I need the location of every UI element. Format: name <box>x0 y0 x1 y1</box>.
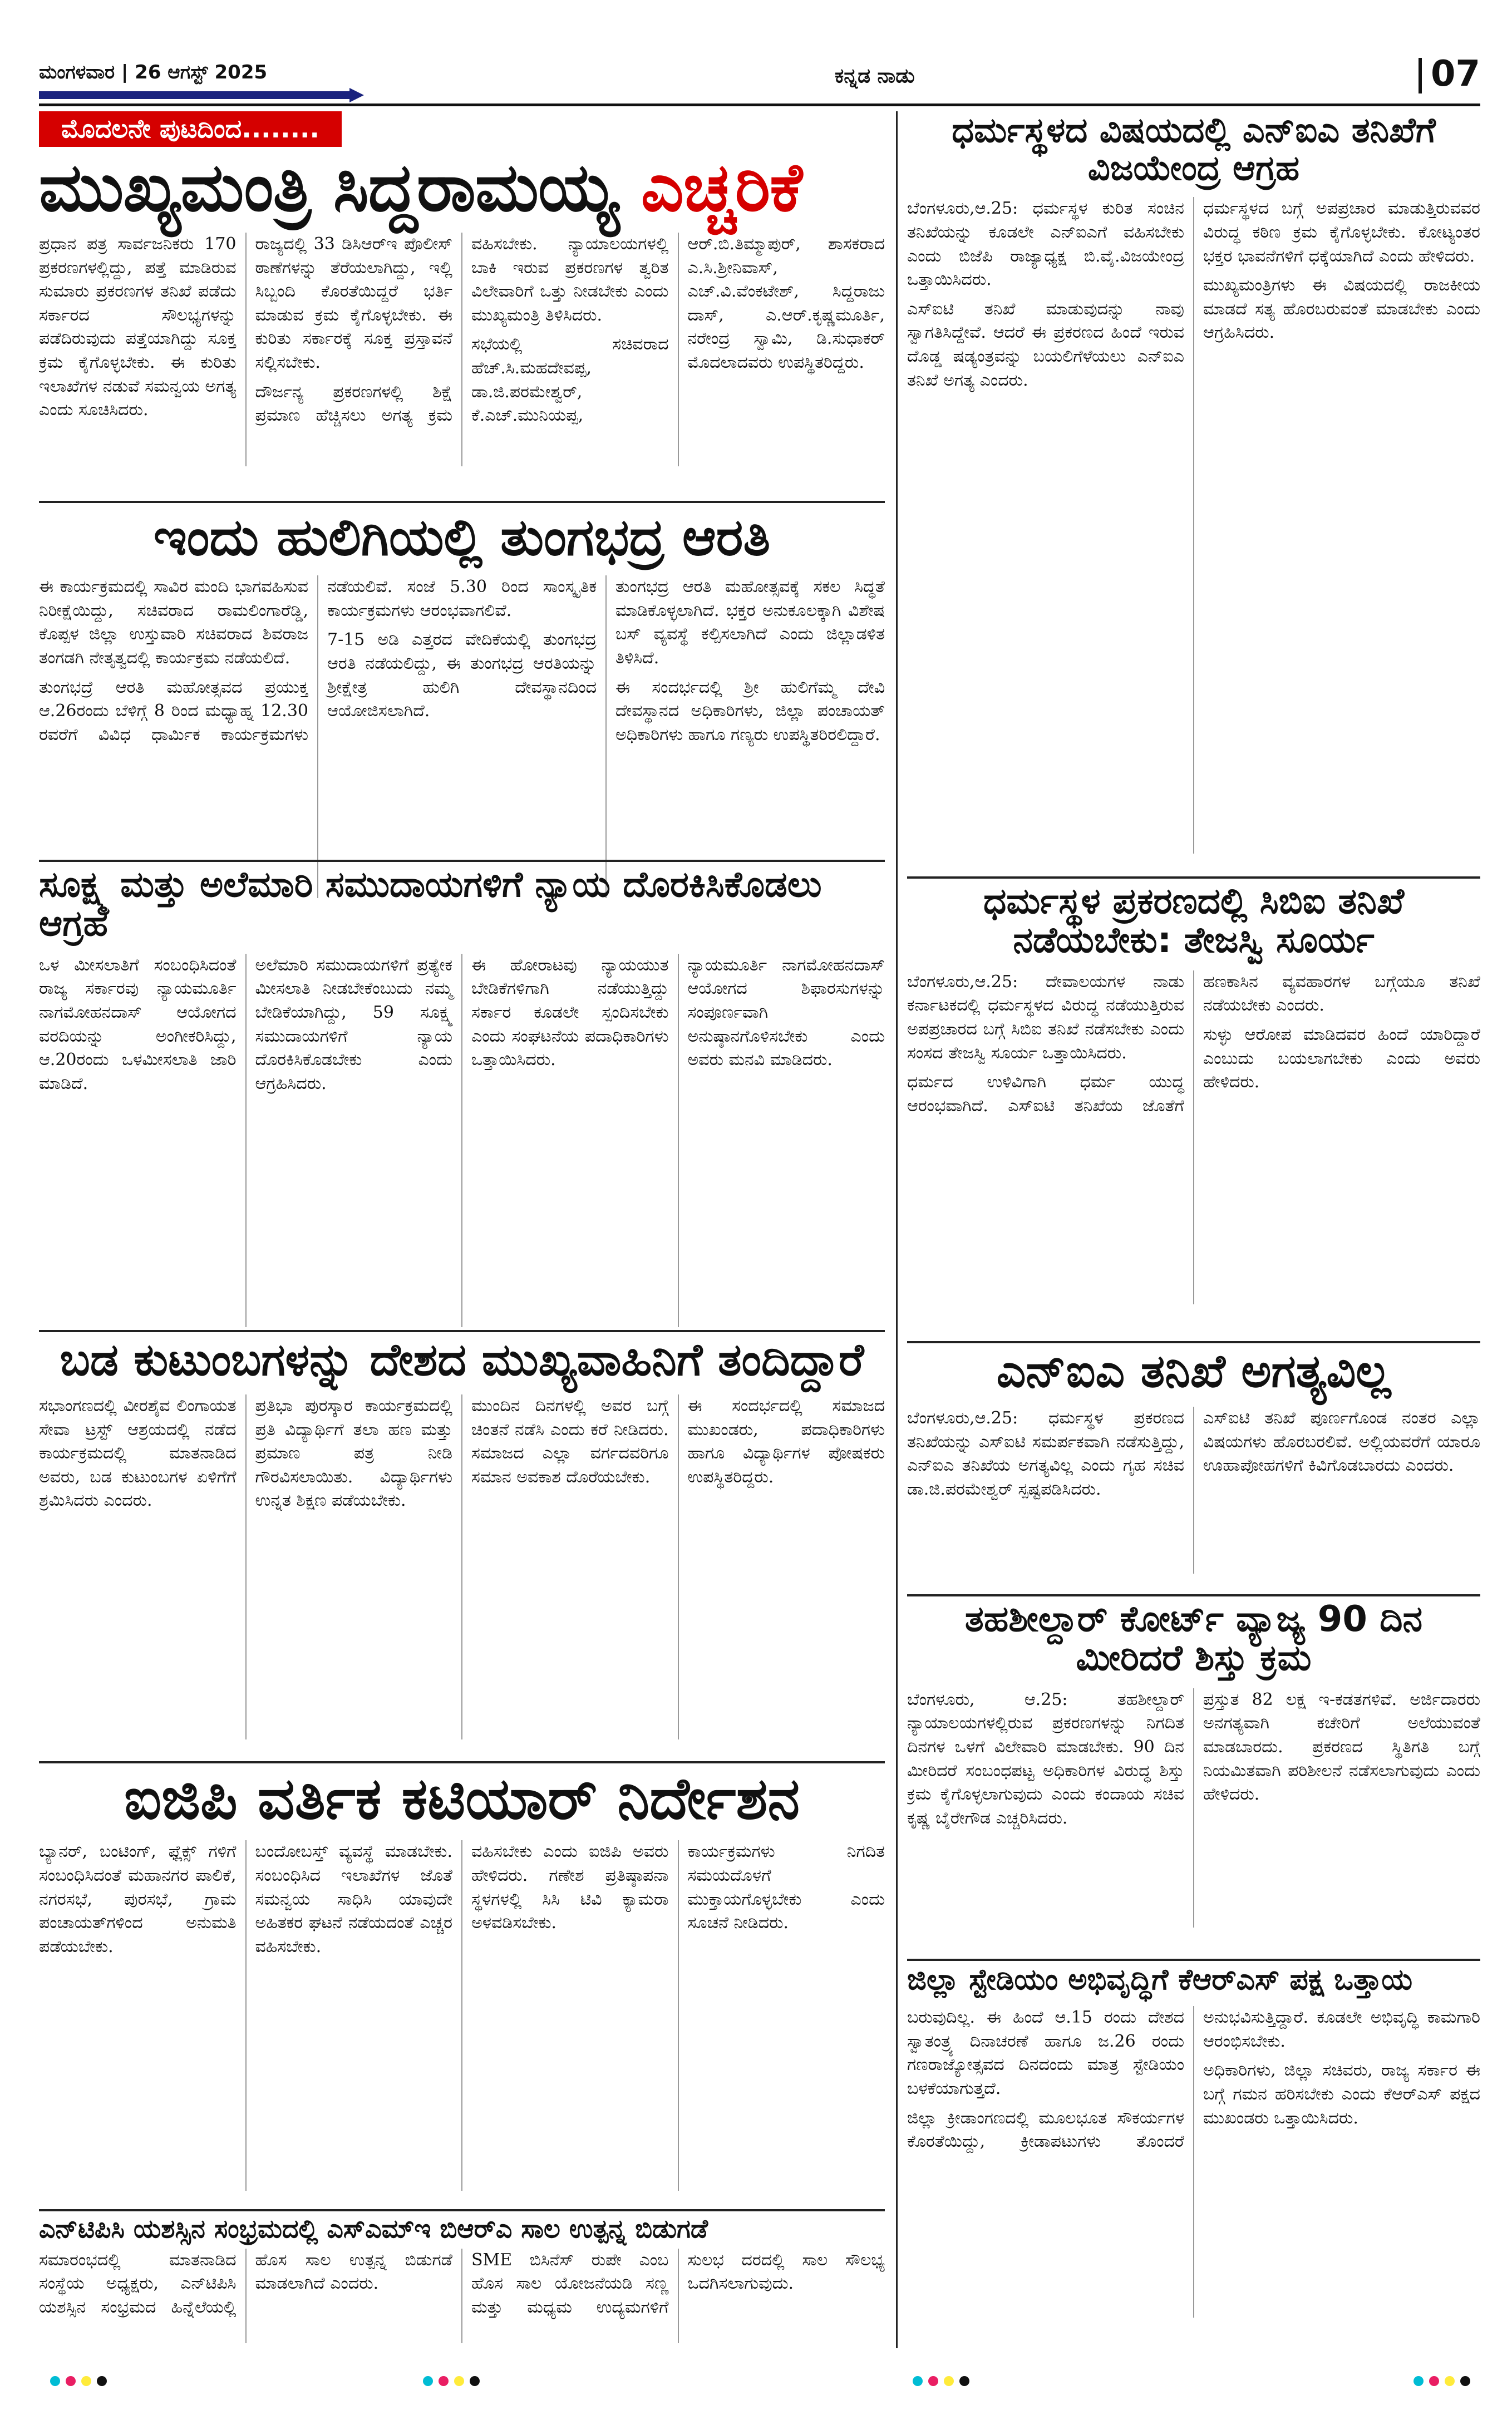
story-paragraph: ಈ ಕಾರ್ಯಕ್ರಮದಲ್ಲಿ ಸಾವಿರ ಮಂದಿ ಭಾಗವಹಿಸುವ ನಿರೀಕ್ಷೆಯಿದ್ದು, ಸಚಿವರಾದ ರಾಮಲಿಂಗಾರೆಡ್ಡಿ, ಕೊಪ್ಪಳ ಜಿಲ್ಲಾ ಉಸ್ತುವಾರಿ ಸಚಿವರಾದ ಶಿವರಾಜ ತಂಗಡಗಿ ನೇತೃತ್ವದಲ್ಲಿ ಕಾರ್ಯಕ್ರಮ ನಡೆಯಲಿದೆ. <box>39 577 308 668</box>
story-poor-families <box>39 1335 885 1758</box>
story-headline: ಜಿಲ್ಲಾ ಸ್ಟೇಡಿಯಂ ಅಭಿವೃದ್ಧಿಗೆ ಕೆಆರ್‌ಎಸ್ ಪಕ್ಷ ಒತ್ತಾಯ <box>907 1964 1413 1997</box>
masthead <box>39 53 1480 98</box>
story-paragraph: ಸುಳ್ಳು ಆರೋಪ ಮಾಡಿದವರ ಹಿಂದೆ ಯಾರಿದ್ದಾರೆ ಎಂಬುದು ಬಯಲಾಗಬೇಕು ಎಂದು ಅವರು ಹೇಳಿದರು. <box>1203 1024 1480 1092</box>
story-body <box>39 954 885 1327</box>
story-paragraph: ಬಂದೋಬಸ್ತ್ ವ್ಯವಸ್ಥೆ ಮಾಡಬೇಕು. ಸಂಬಂಧಿಸಿದ ಇಲಾಖೆಗಳ ಜೊತೆ ಸಮನ್ವಯ ಸಾಧಿಸಿ ಯಾವುದೇ ಅಹಿತಕರ ಘಟನೆ ನಡೆಯದಂತೆ ಎಚ್ಚರ ವಹಿಸಬೇಕು. <box>255 1842 452 1956</box>
story-paragraph: ಈ ಹೋರಾಟವು ನ್ಯಾಯಯುತ ಬೇಡಿಕೆಗಳಿಗಾಗಿ ನಡೆಯುತ್ತಿದ್ದು ಸರ್ಕಾರ ಕೂಡಲೇ ಸ್ಪಂದಿಸಬೇಕು ಎಂದು ಸಂಘಟನೆಯ ಪದಾಧಿಕಾರಿಗಳು ಒತ್ತಾಯಿಸಿದರು. <box>471 955 669 1070</box>
story-nomadic-communities <box>39 865 885 1327</box>
story-body <box>907 1407 1480 1574</box>
story-body <box>39 575 885 898</box>
registration-mark <box>1429 2376 1439 2386</box>
story-paragraph: ಸಮಾರಂಭದಲ್ಲಿ ಮಾತನಾಡಿದ ಸಂಸ್ಥೆಯ ಅಧ್ಯಕ್ಷರು, ಎನ್‌ಟಿಪಿಸಿ ಯಶಸ್ಸಿನ ಸಂಭ್ರಮದ ಹಿನ್ನೆಲೆಯಲ್ಲಿ ಹೊಸ ಸಾಲ ಉತ್ಪನ್ನ ಬಿಡುಗಡೆ ಮಾಡಲಾಗಿದೆ ಎಂದರು. <box>39 2250 452 2317</box>
story-paragraph: ಬೆಂಗಳೂರು, ಆ.25: ತಹಶೀಲ್ದಾರ್ ನ್ಯಾಯಾಲಯಗಳಲ್ಲಿರುವ ಪ್ರಕರಣಗಳನ್ನು ನಿಗದಿತ ದಿನಗಳ ಒಳಗೆ ವಿಲೇವಾರಿ ಮಾಡಬೇಕು. 90 ದಿನ ಮೀರಿದರೆ ಸಂಬಂಧಪಟ್ಟ ಅಧಿಕಾರಿಗಳ ವಿರುದ್ಧ ಶಿಸ್ತು ಕ್ರಮ ಕೈಗೊಳ್ಳಲಾಗುವುದು ಎಂದು ಕಂದಾಯ ಸಚಿವ ಕೃಷ್ಣ ಬೈರೇಗೌಡ ಎಚ್ಚರಿಸಿದರು. <box>907 1689 1184 1828</box>
story-divider <box>907 1959 1480 1961</box>
story-paragraph: ಒಳ ಮೀಸಲಾತಿಗೆ ಸಂಬಂಧಿಸಿದಂತೆ ರಾಜ್ಯ ಸರ್ಕಾರವು ನ್ಯಾಯಮೂರ್ತಿ ನಾಗಮೋಹನದಾಸ್ ಆಯೋಗದ ವರದಿಯನ್ನು ಅಂಗೀಕರಿಸಿದ್ದು, ಆ.20ರಂದು ಒಳಮೀಸಲಾತಿ ಜಾರಿ ಮಾಡಿದೆ. <box>39 955 237 1093</box>
story-body <box>39 2249 885 2343</box>
story-paragraph: ಎಸ್‌ಐಟಿ ತನಿಖೆ ಪೂರ್ಣಗೊಂಡ ನಂತರ ಎಲ್ಲಾ ವಿಷಯಗಳು ಹೊರಬರಲಿವೆ. ಅಲ್ಲಿಯವರೆಗೆ ಯಾರೂ ಊಹಾಪೋಹಗಳಿಗೆ ಕಿವಿಗೊಡಬಾರದು ಎಂದರು. <box>1203 1408 1480 1476</box>
registration-mark <box>959 2376 969 2386</box>
story-headline: ಎನ್ಐಎ ತನಿಖೆ ಅಗತ್ಯವಿಲ್ಲ <box>996 1347 1391 1398</box>
registration-mark <box>439 2376 449 2386</box>
story-paragraph: SME ಬಿಸಿನೆಸ್ ರುಪೇ ಎಂಬ ಹೊಸ ಸಾಲ ಯೋಜನೆಯಡಿ ಸಣ್ಣ ಮತ್ತು ಮಧ್ಯಮ ಉದ್ಯಮಗಳಿಗೆ ಸುಲಭ ದರದಲ್ಲಿ ಸಾಲ ಸೌಲಭ್ಯ ಒದಗಿಸಲಾಗುವುದು. <box>471 2250 885 2317</box>
story-paragraph: ಅಧಿಕಾರಿಗಳು, ಜಿಲ್ಲಾ ಸಚಿವರು, ರಾಜ್ಯ ಸರ್ಕಾರ ಈ ಬಗ್ಗೆ ಗಮನ ಹರಿಸಬೇಕು ಎಂದು ಕೆಆರ್‌ಎಸ್ ಪಕ್ಷದ ಮುಖಂಡರು ಒತ್ತಾಯಿಸಿದರು. <box>1203 2061 1480 2128</box>
story-divider <box>39 1761 885 1763</box>
registration-mark <box>1460 2376 1470 2386</box>
story-tejasvi-cbi <box>907 882 1480 1338</box>
story-stadium-krs <box>907 1964 1480 2348</box>
story-headline: ಧರ್ಮಸ್ಥಳದ ವಿಷಯದಲ್ಲಿ ಎನ್ಐಎ ತನಿಖೆಗೆ ವಿಜಯೇಂದ್ರ ಆಗ್ರಹ <box>952 111 1436 189</box>
story-paragraph: ಧರ್ಮಸ್ಥಳದ ಬಗ್ಗೆ ಅಪಪ್ರಚಾರ ಮಾಡುತ್ತಿರುವವರ ವಿರುದ್ಧ ಕಠಿಣ ಕ್ರಮ ಕೈಗೊಳ್ಳಬೇಕು. ಕೋಟ್ಯಂತರ ಭಕ್ತರ ಭಾವನೆಗಳಿಗೆ ಧಕ್ಕೆಯಾಗಿದೆ ಎಂದು ಹೇಳಿದರು. <box>1203 199 1480 266</box>
story-body <box>907 2006 1480 2318</box>
story-paragraph: ಕಾರ್ಯಕ್ರಮಗಳು ನಿಗದಿತ ಸಮಯದೊಳಗೆ ಮುಕ್ತಾಯಗೊಳ್ಳಬೇಕು ಎಂದು ಸೂಚನೆ ನೀಡಿದರು. <box>687 1842 885 1933</box>
story-paragraph: ಧರ್ಮದ ಉಳಿವಿಗಾಗಿ ಧರ್ಮ ಯುದ್ಧ ಆರಂಭವಾಗಿದೆ. ಎಸ್‌ಐಟಿ ತನಿಖೆಯ ಜೊತೆಗೆ ಹಣಕಾಸಿನ ವ್ಯವಹಾರಗಳ ಬಗ್ಗೆಯೂ ತನಿಖೆ ನಡೆಯಬೇಕು ಎಂದರು. <box>907 972 1480 1116</box>
story-divider <box>39 1330 885 1332</box>
story-paragraph: ಮುಂದಿನ ದಿನಗಳಲ್ಲಿ ಅವರ ಬಗ್ಗೆ ಚಿಂತನೆ ನಡೆಸಿ ಎಂದು ಕರೆ ನೀಡಿದರು. ಸಮಾಜದ ಎಲ್ಲಾ ವರ್ಗದವರಿಗೂ ಸಮಾನ ಅವಕಾಶ ದೊರೆಯಬೇಕು. <box>471 1396 669 1487</box>
story-paragraph: ಸಭಾಂಗಣದಲ್ಲಿ ವೀರಶೈವ ಲಿಂಗಾಯತ ಸೇವಾ ಟ್ರಸ್ಟ್ ಆಶ್ರಯದಲ್ಲಿ ನಡೆದ ಕಾರ್ಯಕ್ರಮದಲ್ಲಿ ಮಾತನಾಡಿದ ಅವರು, ಬಡ ಕುಟುಂಬಗಳ ಏಳಿಗೆಗೆ ಶ್ರಮಿಸಿದರು ಎಂದರು. <box>39 1396 237 1511</box>
story-paragraph: ಬೆಂಗಳೂರು,ಆ.25: ಧರ್ಮಸ್ಥಳ ಕುರಿತ ಸಂಚಿನ ತನಿಖೆಯನ್ನು ಕೂಡಲೇ ಎನ್‌ಐಎಗೆ ವಹಿಸಬೇಕು ಎಂದು ಬಿಜೆಪಿ ರಾಜ್ಯಾಧ್ಯಕ್ಷ ಬಿ.ವೈ.ವಿಜಯೇಂದ್ರ ಒತ್ತಾಯಿಸಿದರು. <box>907 199 1184 290</box>
lead-kicker: ಮೊದಲನೇ ಪುಟದಿಂದ........ <box>39 111 342 147</box>
story-divider <box>39 860 885 862</box>
story-nia-not-needed <box>907 1347 1480 1591</box>
story-body <box>39 1394 885 1739</box>
story-headline: ಧರ್ಮಸ್ಥಳ ಪ್ರಕರಣದಲ್ಲಿ ಸಿಬಿಐ ತನಿಖೆ ನಡೆಯಬೇಕು: ತೇಜಸ್ವಿ ಸೂರ್ಯ <box>983 882 1405 962</box>
story-paragraph: ಎಸ್‌ಐಟಿ ತನಿಖೆ ಮಾಡುವುದನ್ನು ನಾವು ಸ್ವಾಗತಿಸಿದ್ದೇವೆ. ಆದರೆ ಈ ಪ್ರಕರಣದ ಹಿಂದೆ ಇರುವ ದೊಡ್ಡ ಷಡ್ಯಂತ್ರವನ್ನು ಬಯಲಿಗೆಳೆಯಲು ಎನ್‌ಐಎ ತನಿಖೆ ಅಗತ್ಯ ಎಂದರು. <box>907 299 1184 390</box>
story-body <box>907 970 1480 1304</box>
story-headline: ಐಜಿಪಿ ವರ್ತಿಕ ಕಟಿಯಾರ್ ನಿರ್ದೇಶನ <box>124 1767 800 1832</box>
registration-mark <box>81 2376 91 2386</box>
registration-mark <box>50 2376 60 2386</box>
story-paragraph: ಜಿಲ್ಲಾ ಕ್ರೀಡಾಂಗಣದಲ್ಲಿ ಮೂಲಭೂತ ಸೌಕರ್ಯಗಳ ಕೊರತೆಯಿದ್ದು, ಕ್ರೀಡಾಪಟುಗಳು ತೊಂದರೆ ಅನುಭವಿಸುತ್ತಿದ್ದಾರೆ. ಕೂಡಲೇ ಅಭಿವೃದ್ಧಿ ಕಾಮಗಾರಿ ಆರಂಭಿಸಬೇಕು. <box>907 2008 1480 2152</box>
story-headline: ಬಡ ಕುಟುಂಬಗಳನ್ನು ದೇಶದ ಮುಖ್ಯವಾಹಿನಿಗೆ ತಂದಿದ್ದಾರೆ <box>60 1335 864 1386</box>
lead-headline-accent: ಎಚ್ಚರಿಕೆ <box>641 149 802 226</box>
story-divider <box>907 1594 1480 1596</box>
lead-paragraph: ದೌರ್ಜನ್ಯ ಪ್ರಕರಣಗಳಲ್ಲಿ ಶಿಕ್ಷೆ ಪ್ರಮಾಣ ಹೆಚ್ಚಿಸಲು ಅಗತ್ಯ ಕ್ರಮ ವಹಿಸಬೇಕು. ನ್ಯಾಯಾಲಯಗಳಲ್ಲಿ ಬಾಕಿ ಇರುವ ಪ್ರಕರಣಗಳ ತ್ವರಿತ ವಿಲೇವಾರಿಗೆ ಒತ್ತು ನೀಡಬೇಕು ಎಂದು ಮುಖ್ಯಮಂತ್ರಿ ತಿಳಿಸಿದರು. <box>255 234 669 426</box>
story-paragraph: ಬರುವುದಿಲ್ಲ. ಈ ಹಿಂದೆ ಆ.15 ರಂದು ದೇಶದ ಸ್ವಾತಂತ್ರ್ಯ ದಿನಾಚರಣೆ ಹಾಗೂ ಜ.26 ರಂದು ಗಣರಾಜ್ಯೋತ್ಸವದ ದಿನದಂದು ಮಾತ್ರ ಸ್ಟೇಡಿಯಂ ಬಳಕೆಯಾಗುತ್ತದೆ. <box>907 2008 1184 2098</box>
story-headline: ಎನ್‌ಟಿಪಿಸಿ ಯಶಸ್ಸಿನ ಸಂಭ್ರಮದಲ್ಲಿ ಎಸ್‌ಎಮ್‌ಇ ಬಿಆರ್‌ಎ ಸಾಲ ಉತ್ಪನ್ನ ಬಿಡುಗಡೆ <box>39 2215 708 2244</box>
registration-mark <box>470 2376 480 2386</box>
story-body <box>39 1840 885 2191</box>
registration-mark <box>454 2376 464 2386</box>
story-tahsildar-court <box>907 1600 1480 1956</box>
story-paragraph: ನ್ಯಾಯಮೂರ್ತಿ ನಾಗಮೋಹನದಾಸ್ ಆಯೋಗದ ಶಿಫಾರಸುಗಳನ್ನು ಸಂಪೂರ್ಣವಾಗಿ ಅನುಷ್ಠಾನಗೊಳಿಸಬೇಕು ಎಂದು ಅವರು ಮನವಿ ಮಾಡಿದರು. <box>687 955 885 1070</box>
registration-mark <box>1414 2376 1424 2386</box>
registration-mark <box>423 2376 433 2386</box>
story-paragraph: ಬೆಂಗಳೂರು,ಆ.25: ಧರ್ಮಸ್ಥಳ ಪ್ರಕರಣದ ತನಿಖೆಯನ್ನು ಎಸ್‌ಐಟಿ ಸಮರ್ಪಕವಾಗಿ ನಡೆಸುತ್ತಿದ್ದು, ಎನ್‌ಐಎ ತನಿಖೆಯ ಅಗತ್ಯವಿಲ್ಲ ಎಂದು ಗೃಹ ಸಚಿವ ಡಾ.ಜಿ.ಪರಮೇಶ್ವರ್ ಸ್ಪಷ್ಟಪಡಿಸಿದರು. <box>907 1408 1184 1499</box>
story-paragraph: 7-15 ಅಡಿ ಎತ್ತರದ ವೇದಿಕೆಯಲ್ಲಿ ತುಂಗಭದ್ರ ಆರತಿ ನಡೆಯಲಿದ್ದು, ಈ ತುಂಗಭದ್ರ ಆರತಿಯನ್ನು ಶ್ರೀಕ್ಷೇತ್ರ ಹುಲಿಗಿ ದೇವಸ್ಥಾನದಿಂದ ಆಯೋಜಿಸಲಾಗಿದೆ. <box>327 630 597 721</box>
newspaper-name: ಕನ್ನಡ ನಾಡು <box>835 65 915 87</box>
story-paragraph: ಮುಖ್ಯಮಂತ್ರಿಗಳು ಈ ವಿಷಯದಲ್ಲಿ ರಾಜಕೀಯ ಮಾಡದೆ ಸತ್ಯ ಹೊರಬರುವಂತೆ ಮಾಡಬೇಕು ಎಂದು ಆಗ್ರಹಿಸಿದರು. <box>1203 275 1480 343</box>
story-ntpc-loan <box>39 2215 885 2348</box>
lead-paragraph: ಪ್ರಧಾನ ಪತ್ರ ಸಾರ್ವಜನಿಕರು 170 ಪ್ರಕರಣಗಳಲ್ಲಿದ್ದು, ಪತ್ತೆ ಮಾಡಿರುವ ಸುಮಾರು ಪ್ರಕರಣಗಳ ತನಿಖೆ ಪಡೆದು ಸರ್ಕಾರದ ಸೌಲಭ್ಯಗಳನ್ನು ಪಡೆದಿರುವುದು ಪತ್ತೆಯಾಗಿದ್ದು ಸೂಕ್ತ ಕ್ರಮ ಕೈಗೊಳ್ಳಬೇಕು. ಈ ಕುರಿತು ಇಲಾಖೆಗಳ ನಡುವೆ ಸಮನ್ವಯ ಅಗತ್ಯ ಎಂದು ಸೂಚಿಸಿದರು. <box>39 234 237 420</box>
story-tungabhadra-aarti <box>39 509 885 910</box>
column-divider <box>896 111 898 2348</box>
story-paragraph: ಬ್ಯಾನರ್, ಬಂಟಿಂಗ್, ಫ್ಲೆಕ್ಸ್ ಗಳಿಗೆ ಸಂಬಂಧಿಸಿದಂತೆ ಮಹಾನಗರ ಪಾಲಿಕೆ, ನಗರಸಭೆ, ಪುರಸಭೆ, ಗ್ರಾಮ ಪಂಚಾಯತ್‌ಗಳಿಂದ ಅನುಮತಿ ಪಡೆಯಬೇಕು. <box>39 1842 237 1956</box>
registration-mark <box>928 2376 938 2386</box>
story-paragraph: ಪ್ರತಿಭಾ ಪುರಸ್ಕಾರ ಕಾರ್ಯಕ್ರಮದಲ್ಲಿ ಪ್ರತಿ ವಿದ್ಯಾರ್ಥಿಗೆ ತಲಾ ಹಣ ಮತ್ತು ಪ್ರಮಾಣ ಪತ್ರ ನೀಡಿ ಗೌರವಿಸಲಾಯಿತು. ವಿದ್ಯಾರ್ಥಿಗಳು ಉನ್ನತ ಶಿಕ್ಷಣ ಪಡೆಯಬೇಕು. <box>255 1396 452 1511</box>
story-paragraph: ತುಂಗಭದ್ರ ಆರತಿ ಮಹೋತ್ಸವಕ್ಕೆ ಸಕಲ ಸಿದ್ಧತೆ ಮಾಡಿಕೊಳ್ಳಲಾಗಿದೆ. ಭಕ್ತರ ಅನುಕೂಲಕ್ಕಾಗಿ ವಿಶೇಷ ಬಸ್ ವ್ಯವಸ್ಥೆ ಕಲ್ಪಿಸಲಾಗಿದೆ ಎಂದು ಜಿಲ್ಲಾಡಳಿತ ತಿಳಿಸಿದೆ. <box>615 577 885 668</box>
story-body <box>907 1688 1480 1928</box>
registration-mark <box>97 2376 107 2386</box>
story-paragraph: ಬೆಂಗಳೂರು,ಆ.25: ದೇವಾಲಯಗಳ ನಾಡು ಕರ್ನಾಟಕದಲ್ಲಿ ಧರ್ಮಸ್ಥಳದ ವಿರುದ್ಧ ನಡೆಯುತ್ತಿರುವ ಅಪಪ್ರಚಾರದ ಬಗ್ಗೆ ಸಿಬಿಐ ತನಿಖೆ ನಡೆಸಬೇಕು ಎಂದು ಸಂಸದ ತೇಜಸ್ವಿ ಸೂರ್ಯ ಒತ್ತಾಯಿಸಿದರು. <box>907 972 1184 1063</box>
story-igp-directive <box>39 1767 885 2206</box>
story-headline: ತಹಶೀಲ್ದಾರ್ ಕೋರ್ಟ್ ವ್ಯಾಜ್ಯ 90 ದಿನ ಮೀರಿದರೆ ಶಿಸ್ತು ಕ್ರಮ <box>964 1600 1423 1679</box>
story-paragraph: ಅಲೆಮಾರಿ ಸಮುದಾಯಗಳಿಗೆ ಪ್ರತ್ಯೇಕ ಮೀಸಲಾತಿ ನೀಡಬೇಕೆಂಬುದು ನಮ್ಮ ಬೇಡಿಕೆಯಾಗಿದ್ದು, 59 ಸೂಕ್ಷ್ಮ ಸಮುದಾಯಗಳಿಗೆ ನ್ಯಾಯ ದೊರಕಿಸಿಕೊಡಬೇಕು ಎಂದು ಆಗ್ರಹಿಸಿದರು. <box>255 955 452 1093</box>
story-divider <box>907 876 1480 879</box>
story-divider <box>39 501 885 503</box>
registration-mark <box>1445 2376 1455 2386</box>
story-paragraph: ಈ ಸಂದರ್ಭದಲ್ಲಿ ಸಮಾಜದ ಮುಖಂಡರು, ಪದಾಧಿಕಾರಿಗಳು ಹಾಗೂ ವಿದ್ಯಾರ್ಥಿಗಳ ಪೋಷಕರು ಉಪಸ್ಥಿತರಿದ್ದರು. <box>687 1396 885 1487</box>
issue-date: ಮಂಗಳವಾರ | 26 ಆಗಸ್ಟ್ 2025 <box>39 61 268 83</box>
lead-body <box>39 233 885 466</box>
lead-paragraph: ಸಭೆಯಲ್ಲಿ ಸಚಿವರಾದ ಹೆಚ್.ಸಿ.ಮಹದೇವಪ್ಪ, ಡಾ.ಜಿ.ಪರಮೇಶ್ವರ್, ಕೆ.ಎಚ್.ಮುನಿಯಪ್ಪ, ಆರ್.ಬಿ.ತಿಮ್ಮಾಪುರ್, ಶಾಸಕರಾದ ಎ.ಸಿ.ಶ್ರೀನಿವಾಸ್, ಎಚ್.ವಿ.ವೆಂಕಟೇಶ್, ಸಿದ್ದರಾಜು ದಾಸ್, ಎ.ಆರ್.ಕೃಷ್ಣಮೂರ್ತಿ, ನರೇಂದ್ರ ಸ್ವಾಮಿ, ಡಿ.ಸುಧಾಕರ್ ಮೊದಲಾದವರು ಉಪಸ್ಥಿತರಿದ್ದರು. <box>471 234 885 426</box>
story-vijayendra-nia <box>907 111 1480 874</box>
story-divider <box>907 1341 1480 1343</box>
lead-headline-main: ಮುಖ್ಯಮಂತ್ರಿ ಸಿದ್ದರಾಮಯ್ಯ <box>39 149 619 226</box>
lead-paragraph: ರಾಜ್ಯದಲ್ಲಿ 33 ಡಿಸಿಆರ್‌ಇ ಪೊಲೀಸ್ ಠಾಣೆಗಳನ್ನು ತೆರೆಯಲಾಗಿದ್ದು, ಇಲ್ಲಿ ಸಿಬ್ಬಂದಿ ಕೊರತೆಯಿದ್ದರೆ ಭರ್ತಿ ಮಾಡುವ ಕ್ರಮ ಕೈಗೊಳ್ಳಬೇಕು. ಈ ಕುರಿತು ಸರ್ಕಾರಕ್ಕೆ ಸೂಕ್ತ ಪ್ರಸ್ತಾವನೆ ಸಲ್ಲಿಸಬೇಕು. <box>255 234 452 372</box>
story-body <box>907 197 1480 854</box>
story-headline: ಇಂದು ಹುಲಿಗಿಯಲ್ಲಿ ತುಂಗಭದ್ರ ಆರತಿ <box>153 509 771 567</box>
registration-mark <box>944 2376 954 2386</box>
story-divider <box>39 2209 885 2211</box>
story-paragraph: ವಹಿಸಬೇಕು ಎಂದು ಐಜಿಪಿ ಅವರು ಹೇಳಿದರು. ಗಣೇಶ ಪ್ರತಿಷ್ಠಾಪನಾ ಸ್ಥಳಗಳಲ್ಲಿ ಸಿಸಿ ಟಿವಿ ಕ್ಯಾಮರಾ ಅಳವಡಿಸಬೇಕು. <box>471 1842 669 1933</box>
registration-mark <box>66 2376 76 2386</box>
story-paragraph: ಈ ಸಂದರ್ಭದಲ್ಲಿ ಶ್ರೀ ಹುಲಿಗೆಮ್ಮ ದೇವಿ ದೇವಸ್ಥಾನದ ಅಧಿಕಾರಿಗಳು, ಜಿಲ್ಲಾ ಪಂಚಾಯತ್ ಅಧಿಕಾರಿಗಳು ಹಾಗೂ ಗಣ್ಯರು ಉಪಸ್ಥಿತರಿರಲಿದ್ದಾರೆ. <box>615 677 885 745</box>
lead-headline <box>39 151 885 225</box>
story-headline: ಸೂಕ್ಷ್ಮ ಮತ್ತು ಅಲೆಮಾರಿ ಸಮುದಾಯಗಳಿಗೆ ನ್ಯಾಯ ದೊರಕಿಸಿಕೊಡಲು ಆಗ್ರಹ <box>39 865 822 945</box>
registration-mark <box>913 2376 923 2386</box>
masthead-rule <box>39 104 1480 106</box>
date-ribbon <box>39 91 351 99</box>
story-paragraph: ತುಂಗಭದ್ರೆ ಆರತಿ ಮಹೋತ್ಸವದ ಪ್ರಯುಕ್ತ ಆ.26ರಂದು ಬೆಳಿಗ್ಗೆ 8 ರಿಂದ ಮಧ್ಯಾಹ್ನ 12.30 ರವರೆಗೆ ವಿವಿಧ ಧಾರ್ಮಿಕ ಕಾರ್ಯಕ್ರಮಗಳು ನಡೆಯಲಿವೆ. ಸಂಜೆ 5.30 ರಿಂದ ಸಾಂಸ್ಕೃತಿಕ ಕಾರ್ಯಕ್ರಮಗಳು ಆರಂಭವಾಗಲಿವೆ. <box>39 577 597 745</box>
page-number: 07 <box>1430 53 1480 95</box>
story-paragraph: ಪ್ರಸ್ತುತ 82 ಲಕ್ಷ ಇ-ಕಡತಗಳಿವೆ. ಅರ್ಜಿದಾರರು ಅನಗತ್ಯವಾಗಿ ಕಚೇರಿಗೆ ಅಲೆಯುವಂತೆ ಮಾಡಬಾರದು. ಪ್ರಕರಣದ ಸ್ಥಿತಿಗತಿ ಬಗ್ಗೆ ನಿಯಮಿತವಾಗಿ ಪರಿಶೀಲನೆ ನಡೆಸಲಾಗುವುದು ಎಂದು ಹೇಳಿದರು. <box>1203 1689 1480 1805</box>
lead-story <box>39 111 885 495</box>
